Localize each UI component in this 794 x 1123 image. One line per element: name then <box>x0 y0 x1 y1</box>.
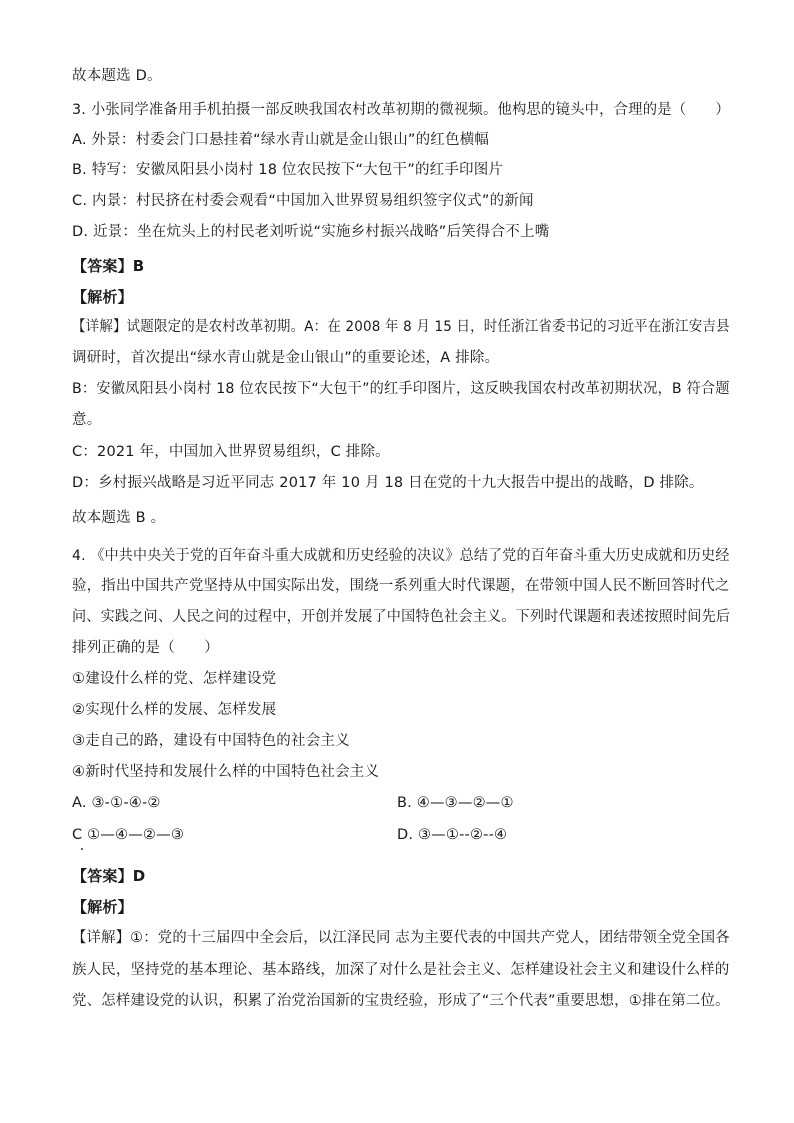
question-3-option-c: C. 内景：村民挤在村委会观看“中国加入世界贸易组织签字仪式”的新闻 <box>72 193 534 209</box>
question-4-item-4: ④新时代坚持和发展什么样的中国特色社会主义 <box>72 764 380 780</box>
conclusion-previous: 故本题选 D。 <box>72 68 162 84</box>
question-4-option-d: D. ③—①--②--④ <box>397 827 508 843</box>
question-4-option-c: C ①—④—②—③ <box>72 827 185 843</box>
stray-dot-mark <box>81 848 83 850</box>
question-3-detail-line-2: 调研时，首次提出“绿水青山就是金山银山”的重要论述，A 排除。 <box>72 350 500 366</box>
question-4-item-2: ②实现什么样的发展、怎样发展 <box>72 702 277 718</box>
question-4-detail-line-2: 族人民，坚持党的基本理论、基本路线，加深了对什么是社会主义、怎样建设社会主义和建设什么样的 <box>72 962 730 978</box>
question-3-answer: 【答案】B <box>72 257 145 275</box>
question-4-detail-line-1: 【详解】①：党的十三届四中全会后，以江泽民同 志为主要代表的中国共产党人，团结带领全党全国各 <box>72 930 730 946</box>
question-4-stem-line-3: 问、实践之问、人民之问的过程中，开创并发展了中国特色社会主义。下列时代课题和表述按照时间先后 <box>72 609 731 625</box>
question-4-option-a: A. ③-①-④-② <box>72 795 161 811</box>
question-4-detail-line-3: 党、怎样建设党的认识，积累了治党治国新的宝贵经验，形成了“三个代表”重要思想，①排在第二位。 <box>72 993 730 1009</box>
question-3-option-d: D. 近景：坐在炕头上的村民老刘听说“实施乡村振兴战略”后笑得合不上嘴 <box>72 224 550 240</box>
question-3-stem: 3. 小张同学准备用手机拍摄一部反映我国农村改革初期的微视频。他构思的镜头中，合理的是（ ） <box>72 102 730 118</box>
question-3-option-a: A. 外景：村委会门口悬挂着“绿水青山就是金山银山”的红色横幅 <box>72 132 490 148</box>
question-3-option-b: B. 特写：安徽凤阳县小岗村 18 位农民按下“大包干”的红手印图片 <box>72 162 504 178</box>
question-4-stem-line-2: 验，指出中国共产党坚持从中国实际出发，围绕一系列重大时代课题，在带领中国人民不断回答时代之 <box>72 578 730 594</box>
question-3-conclusion: 故本题选 B 。 <box>72 510 166 526</box>
question-4-item-1: ①建设什么样的党、怎样建设党 <box>72 671 277 687</box>
question-3-detail-line-6: D：乡村振兴战略是习近平同志 2017 年 10 月 18 日在党的十九大报告中提出的战略，D 排除。 <box>72 475 704 491</box>
question-4-option-b: B. ④—③—②—① <box>397 795 514 811</box>
question-3-detail-line-3: B：安徽凤阳县小岗村 18 位农民按下“大包干”的红手印图片，这反映我国农村改革初期状况，B 符合题 <box>72 381 730 397</box>
question-3-detail-line-4: 意。 <box>72 412 102 428</box>
question-4-stem-line-1: 4. 《中共中央关于党的百年奋斗重大成就和历史经验的决议》总结了党的百年奋斗重大历史成就和历史经 <box>72 548 730 564</box>
question-4-analysis-heading: 【解析】 <box>72 898 133 916</box>
question-3-detail-line-1: 【详解】试题限定的是农村改革初期。A：在 2008 年 8 月 15 日，时任浙江省委书记的习近平在浙江安吉县 <box>72 319 730 335</box>
question-4-item-3: ③走自己的路，建设有中国特色的社会主义 <box>72 733 350 749</box>
question-4-stem-line-4: 排列正确的是（ ） <box>72 640 219 656</box>
question-3-analysis-heading: 【解析】 <box>72 288 133 306</box>
question-4-answer: 【答案】D <box>72 867 146 885</box>
question-3-detail-line-5: C：2021 年，中国加入世界贸易组织，C 排除。 <box>72 444 390 460</box>
